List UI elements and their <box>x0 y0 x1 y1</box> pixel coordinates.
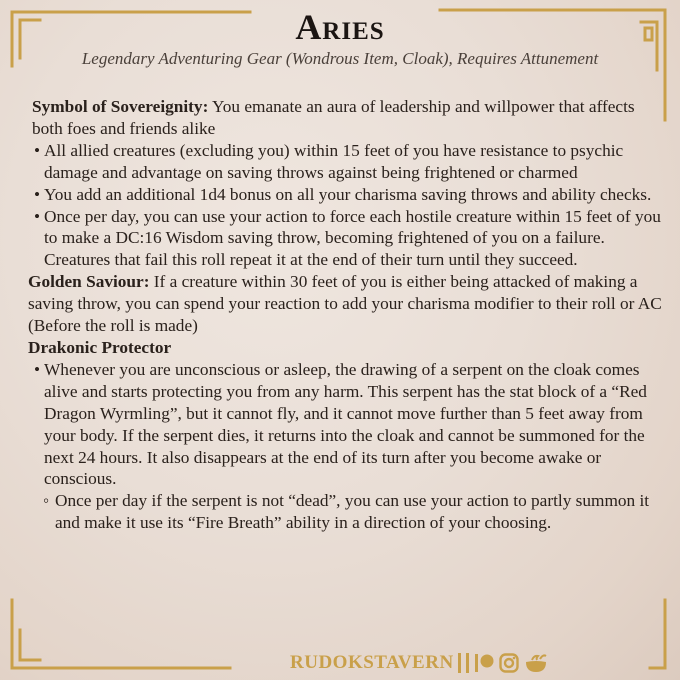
sovereignty-text: You emanate an aura of leadership and willpower that affects both foes and friends alike <box>32 97 635 138</box>
sovereignty-bullet-2: You add an additional 1d4 bonus on all your charisma saving throws and ability checks. <box>44 184 652 204</box>
sub-bullet-icon: ◦ <box>43 491 50 511</box>
item-subtitle: Legendary Adventuring Gear (Wondrous Item, Cloak), Requires Attunement <box>81 49 599 68</box>
frame-corner-bottom-left <box>12 600 230 668</box>
protector-heading: Drakonic Protector <box>28 337 172 357</box>
sovereignty-heading: Symbol of Sovereignity: <box>32 97 209 116</box>
saviour-paragraph <box>18 271 668 337</box>
bullet-icon: • <box>34 206 41 226</box>
protector-paragraph <box>18 337 668 359</box>
protector-sub-bullet: Once per day if the serpent is not “dead”, you can use your action to partly summon it and make it use its “Fire Breath” ability in a direction of your choosing. <box>55 491 650 533</box>
item-title: Aries <box>295 7 385 47</box>
saviour-text: If a creature within 30 feet of you is either being attacked of making a saving throw, you can spend your reaction to add your charisma modifier to their roll or AC (Before the roll is made) <box>28 272 662 336</box>
cauldron-icon[interactable] <box>523 652 549 674</box>
bullet-icon: • <box>34 140 41 160</box>
list-item <box>18 206 668 272</box>
brand-name: RUDOKSTAVERN <box>290 652 454 673</box>
list-item <box>18 359 668 490</box>
bullet-icon: • <box>34 359 41 379</box>
list-item <box>18 140 668 184</box>
protector-bullet: Whenever you are unconscious or asleep, the drawing of a serpent on the cloak comes alive and starts protecting you from any harm. This serpent has the stat block of a “Red Dragon Wyrmling”, but it cannot fly, and it cannot move further than 5 feet away from your body. If the serpent dies, it returns into the cloak and cannot be summoned for the next 24 hours. It also disappears at the end of its turn after you become awake or conscious. <box>44 359 647 489</box>
divider <box>466 653 469 673</box>
patreon-icon[interactable] <box>473 652 495 674</box>
list-item <box>18 490 668 534</box>
frame-corner-bottom-right <box>650 600 665 668</box>
item-description <box>18 96 668 534</box>
sovereignty-bullet-1: All allied creatures (excluding you) within 15 feet of you have resistance to psychic damage and advantage on saving throws against being frightened or charmed <box>44 140 624 182</box>
bullet-icon: • <box>34 184 41 204</box>
instagram-icon[interactable] <box>498 652 520 674</box>
list-item <box>18 184 668 206</box>
divider <box>458 653 461 673</box>
saviour-heading: Golden Saviour: <box>28 272 150 292</box>
sovereignty-paragraph <box>18 96 668 140</box>
footer-brand <box>290 651 549 675</box>
sovereignty-bullet-3: Once per day, you can use your action to force each hostile creature within 15 feet of you to make a DC:16 Wisdom saving throw, becoming frightened of you on a failure. Creatures that fail this roll repeat it at the end of their turn until they succeed. <box>44 206 661 270</box>
